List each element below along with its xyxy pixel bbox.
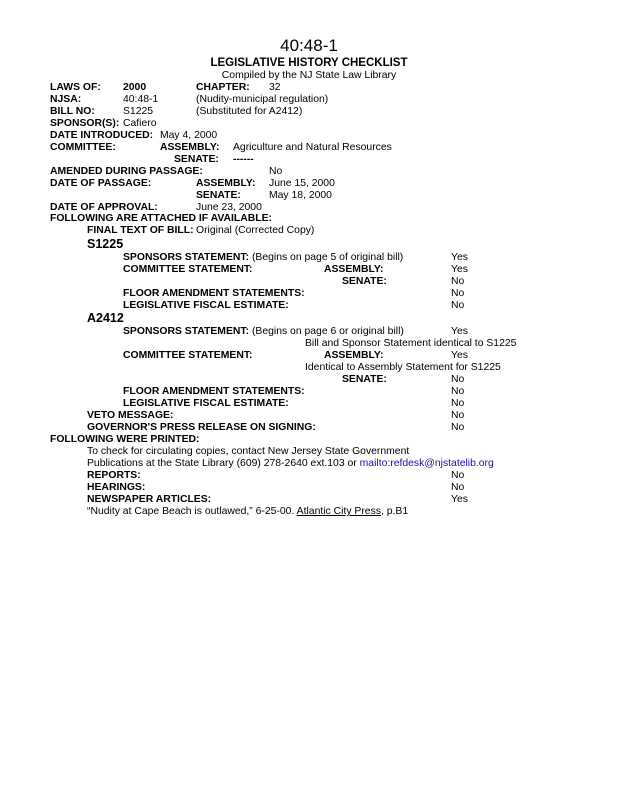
- passage-senate-label: SENATE:: [196, 190, 241, 201]
- bill-no-value: S1225: [123, 106, 154, 117]
- laws-of-label: LAWS OF:: [50, 82, 101, 93]
- a2412-floor-label: FLOOR AMENDMENT STATEMENTS:: [123, 386, 305, 397]
- s1225-committee-assembly-value: Yes: [451, 264, 468, 275]
- printed-note-line1: To check for circulating copies, contact New Jersey State Government: [87, 446, 410, 457]
- njsa-label: NJSA:: [50, 94, 82, 105]
- committee-assembly-value: Agriculture and Natural Resources: [233, 142, 392, 153]
- a2412-committee-statement-label: COMMITTEE STATEMENT:: [123, 350, 253, 361]
- bill-no-label: BILL NO:: [50, 106, 95, 117]
- laws-of-value: 2000: [123, 82, 147, 93]
- article-page: , p.B1: [380, 506, 409, 517]
- committee-label: COMMITTEE:: [50, 142, 116, 153]
- final-text-label: FINAL TEXT OF BILL:: [87, 225, 194, 236]
- compiled-by: Compiled by the NJ State Law Library: [221, 70, 397, 81]
- a2412-committee-assembly-label: ASSEMBLY:: [324, 350, 384, 361]
- document-number: 40:48-1: [280, 36, 338, 55]
- a2412-sponsors-statement-extra: Bill and Sponsor Statement identical to S1225: [305, 338, 517, 349]
- article-source: Atlantic City Press: [296, 506, 381, 517]
- s1225-committee-statement-label: COMMITTEE STATEMENT:: [123, 264, 253, 275]
- a2412-committee-senate-value: No: [451, 374, 465, 385]
- bill-no-description: (Substituted for A2412): [196, 106, 303, 117]
- s1225-committee-assembly-label: ASSEMBLY:: [324, 264, 384, 275]
- a2412-fiscal-value: No: [451, 398, 465, 409]
- a2412-sponsors-statement-value: Yes: [451, 326, 468, 337]
- veto-value: No: [451, 410, 465, 421]
- s1225-sponsors-statement: [123, 252, 403, 264]
- s1225-sponsors-statement-value: Yes: [451, 252, 468, 263]
- amended-label: AMENDED DURING PASSAGE:: [50, 166, 203, 177]
- email-link[interactable]: mailto:refdesk@njstatelib.org: [359, 458, 494, 469]
- s1225-sponsors-statement-label: SPONSORS STATEMENT:: [123, 252, 250, 263]
- s1225-fiscal-value: No: [451, 300, 465, 311]
- passage-assembly-value: June 15, 2000: [269, 178, 335, 189]
- printed-heading: FOLLOWING WERE PRINTED:: [50, 434, 200, 445]
- a2412-sponsors-statement: [123, 326, 404, 338]
- newspaper-article-citation: [87, 506, 408, 518]
- hearings-label: HEARINGS:: [87, 482, 146, 493]
- a2412-committee-senate-label: SENATE:: [342, 374, 387, 385]
- a2412-floor-value: No: [451, 386, 465, 397]
- s1225-committee-senate-label: SENATE:: [342, 276, 387, 287]
- s1225-sponsors-statement-note: (Begins on page 5 of original bill): [251, 252, 404, 263]
- newspaper-articles-value: Yes: [451, 494, 468, 505]
- a2412-fiscal-label: LEGISLATIVE FISCAL ESTIMATE:: [123, 398, 289, 409]
- s1225-fiscal-label: LEGISLATIVE FISCAL ESTIMATE:: [123, 300, 289, 311]
- committee-senate-label: SENATE:: [174, 154, 219, 165]
- chapter-value: 32: [269, 82, 281, 93]
- printed-note-text: Publications at the State Library (609) 278-2640 ext.103 or: [87, 458, 360, 469]
- date-of-approval-label: DATE OF APPROVAL:: [50, 202, 158, 213]
- veto-label: VETO MESSAGE:: [87, 410, 174, 421]
- committee-senate-value: ------: [233, 154, 254, 165]
- s1225-committee-senate-value: No: [451, 276, 465, 287]
- article-quote: “Nudity at Cape Beach is outlawed,” 6-25-00.: [87, 506, 297, 517]
- a2412-sponsors-statement-note: (Begins on page 6 or original bill): [251, 326, 404, 337]
- njsa-description: (Nudity-municipal regulation): [196, 94, 329, 105]
- governor-press-value: No: [451, 422, 465, 433]
- passage-assembly-label: ASSEMBLY:: [196, 178, 256, 189]
- reports-value: No: [451, 470, 465, 481]
- amended-value: No: [269, 166, 283, 177]
- date-of-approval-value: June 23, 2000: [196, 202, 262, 213]
- njsa-value: 40:48-1: [123, 94, 159, 105]
- a2412-heading: A2412: [87, 311, 124, 325]
- printed-note-line2: [87, 458, 494, 470]
- date-of-passage-label: DATE OF PASSAGE:: [50, 178, 152, 189]
- date-introduced-label: DATE INTRODUCED:: [50, 130, 154, 141]
- final-text-value: Original (Corrected Copy): [196, 225, 315, 236]
- reports-label: REPORTS:: [87, 470, 141, 481]
- a2412-committee-assembly-extra: Identical to Assembly Statement for S1225: [305, 362, 501, 373]
- sponsors-label: SPONSOR(S):: [50, 118, 120, 129]
- s1225-heading: S1225: [87, 237, 124, 251]
- date-introduced-value: May 4, 2000: [160, 130, 218, 141]
- governor-press-label: GOVERNOR'S PRESS RELEASE ON SIGNING:: [87, 422, 316, 433]
- document-title: LEGISLATIVE HISTORY CHECKLIST: [210, 57, 408, 69]
- newspaper-articles-label: NEWSPAPER ARTICLES:: [87, 494, 212, 505]
- passage-senate-value: May 18, 2000: [269, 190, 332, 201]
- attached-heading: FOLLOWING ARE ATTACHED IF AVAILABLE:: [50, 213, 273, 224]
- hearings-value: No: [451, 482, 465, 493]
- s1225-floor-label: FLOOR AMENDMENT STATEMENTS:: [123, 288, 305, 299]
- a2412-sponsors-statement-label: SPONSORS STATEMENT:: [123, 326, 250, 337]
- committee-assembly-label: ASSEMBLY:: [160, 142, 220, 153]
- chapter-label: CHAPTER:: [196, 82, 250, 93]
- sponsors-value: Cafiero: [123, 118, 157, 129]
- a2412-committee-assembly-value: Yes: [451, 350, 468, 361]
- s1225-floor-value: No: [451, 288, 465, 299]
